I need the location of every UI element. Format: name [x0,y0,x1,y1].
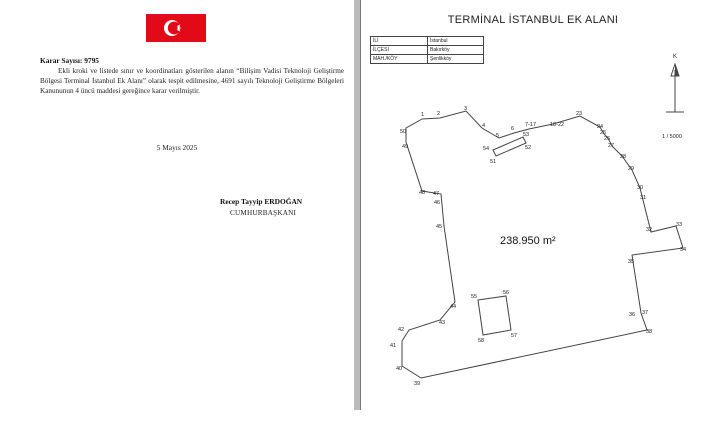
point-label: 42 [398,327,405,333]
point-label: 26 [604,136,611,142]
point-label: 52 [525,145,532,151]
parcel-rect-north [493,137,526,156]
info-key: MAH./KÖY [371,55,428,64]
point-label: 50 [400,129,407,135]
point-label: 30 [637,185,644,191]
north-label: K [673,54,678,60]
point-label: 34 [680,247,687,253]
point-label: 41 [390,343,397,349]
point-label: 55 [471,294,478,300]
point-label: 56 [503,290,510,296]
map-scale: 1 / 5000 [662,134,682,140]
info-value: Şenlikköy [428,55,484,64]
point-label: 37 [642,310,649,316]
point-label: 18-22 [550,122,565,128]
point-label: 48 [419,190,426,196]
point-label: 28 [620,154,627,160]
point-label: 29 [628,166,635,172]
point-label: 32 [646,227,653,233]
point-label: 2 [437,111,441,117]
point-label: 49 [402,144,409,150]
map-title: TERMİNAL İSTANBUL EK ALANI [447,14,619,26]
decision-body: Ekli kroki ve listede sınır ve koordinatları gösterilen alanın “Bilişim Vadisi Teknoloji Geliştirme Bölgesi Terminal İstanbul Ek Alanı” olarak tespit edilmesine, 4691 sayılı Teknoloji Geliştirme Bölgeleri Kanununun 4 üncü maddesi gereğince karar verilmiştir. [40,67,344,95]
point-label: 1 [421,112,425,118]
point-label: 31 [640,195,647,201]
area-label: 238.950 m² [500,235,556,247]
point-label: 57 [511,333,518,339]
point-label: 46 [434,200,441,206]
point-label: 44 [450,304,457,310]
point-label: 33 [676,222,683,228]
point-label: 51 [490,159,497,165]
point-label: 53 [523,132,530,138]
point-label: 3 [464,106,468,112]
point-label: 35 [628,259,635,265]
decision-date: 5 Mayıs 2025 [156,143,198,152]
point-label: 45 [436,224,443,230]
signatory-title: CUMHURBAŞKANI [230,209,297,217]
point-label: 43 [439,320,446,326]
parcel-rect-inner [478,296,511,335]
point-label: 40 [396,366,403,372]
point-label: 27 [608,143,615,149]
info-value: Bakırköy [428,46,484,55]
info-key: İLÇESİ [371,46,428,55]
point-label: 58 [478,338,485,344]
point-label: 36 [629,312,636,318]
point-label: 24 [597,124,604,130]
info-key: İLİ [371,37,428,46]
decision-number: Karar Sayısı: 9795 [40,56,99,65]
point-label: 38 [646,329,653,335]
point-label: 5 [496,133,500,139]
point-label: 23 [576,111,583,117]
point-label: 47 [433,191,440,197]
point-label: 7-17 [525,122,537,128]
info-value: İstanbul [428,37,484,46]
point-label: 25 [600,130,607,136]
signatory-name: Recep Tayyip ERDOĞAN [220,197,303,206]
point-label: 4 [482,123,486,129]
point-label: 39 [414,381,421,387]
north-arrow-icon [666,64,684,112]
point-label: 54 [483,146,490,152]
point-label: 6 [511,126,515,132]
